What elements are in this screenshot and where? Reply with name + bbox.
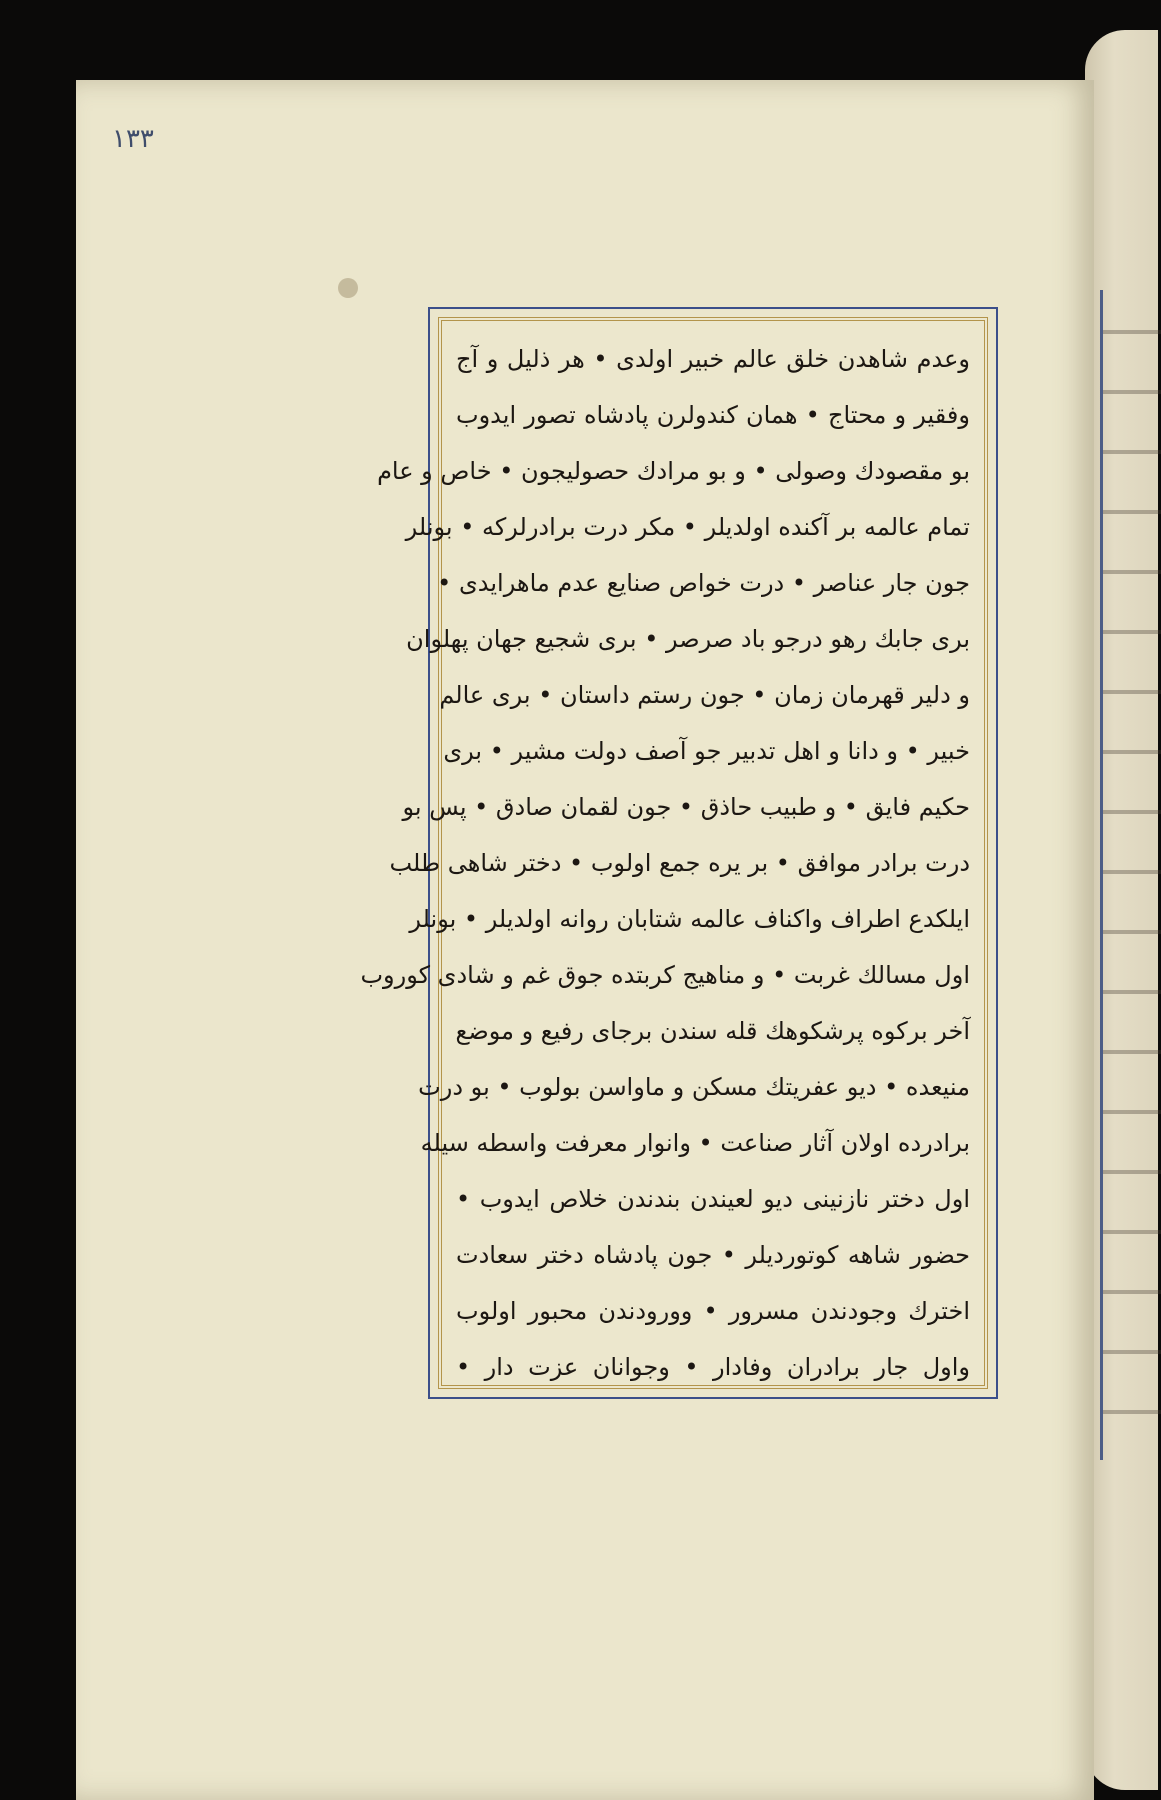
text-line: اخترك وجودندن مسرور • وورودندن محبور اولوب bbox=[456, 1297, 970, 1325]
text-line: وعدم شاهدن خلق عالم خبیر اولدی • هر ذلیل و آج bbox=[456, 345, 970, 373]
text-line: برادرده اولان آثار صناعت • وانوار معرفت واسطه سیله bbox=[420, 1129, 970, 1157]
text-line: بو مقصودك وصولی • و بو مرادك حصولیجون • خاص و عام bbox=[377, 457, 970, 485]
folio-number: ١٣٣ bbox=[112, 124, 154, 154]
text-line: آخر برکوه پرشکوهك قله سندن برجای رفیع و موضع bbox=[455, 1017, 970, 1045]
text-line: اول دختر نازنینی دیو لعیندن بندندن خلاص ایدوب • bbox=[456, 1185, 970, 1213]
text-line: حضور شاهه کوتوردیلر • جون پادشاه دختر سعادت bbox=[456, 1241, 970, 1269]
text-line: حکیم فایق • و طبیب حاذق • جون لقمان صادق • پس بو bbox=[402, 793, 970, 821]
opposite-page-text-area bbox=[1100, 290, 1161, 1460]
text-line: بری جابك رهو درجو باد صرصر • بری شجیع جهان پهلوان bbox=[406, 625, 970, 653]
text-line: درت برادر موافق • بر یره جمع اولوب • دختر شاهی طلب bbox=[389, 849, 970, 877]
text-line: منیعده • دیو عفریتك مسکن و ماواسن بولوب • بو درت bbox=[418, 1073, 970, 1101]
gold-ruling bbox=[360, 317, 988, 1389]
text-line: وفقیر و محتاج • همان کندولرن پادشاه تصور ایدوب bbox=[456, 401, 970, 429]
text-line: تمام عالمه بر آکنده اولدیلر • مکر درت برادرلرکه • بونلر bbox=[405, 513, 970, 541]
text-line: ایلکدع اطراف واکناف عالمه شتابان روانه اولدیلر • بونلر bbox=[409, 905, 970, 933]
text-line: واول جار برادران وفادار • وجوانان عزت دار • bbox=[456, 1353, 970, 1381]
text-line: جون جار عناصر • درت خواص صنایع عدم ماهرایدی • bbox=[437, 569, 970, 597]
page-stain bbox=[338, 278, 358, 298]
text-line: و دلیر قهرمان زمان • جون رستم داستان • بری عالم bbox=[439, 681, 970, 709]
text-block bbox=[360, 331, 970, 1381]
text-line: خبیر • و دانا و اهل تدبیر جو آصف دولت مشیر • بری bbox=[443, 737, 970, 765]
text-frame bbox=[360, 307, 998, 1399]
text-line: اول مسالك غربت • و مناهیج کربتده جوق غم و شادی کوروب bbox=[360, 961, 970, 989]
